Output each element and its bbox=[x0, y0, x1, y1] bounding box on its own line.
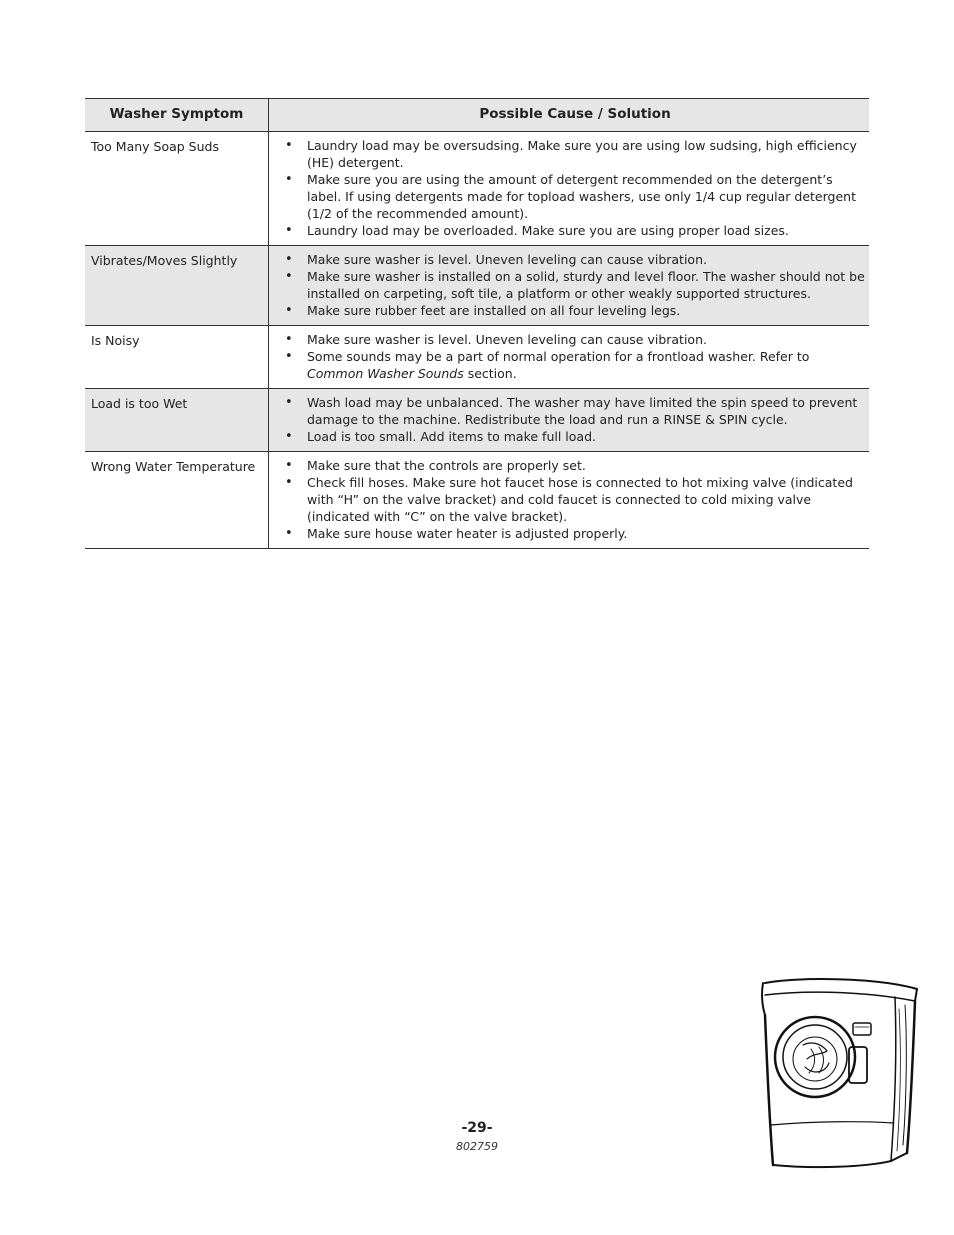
header-solution: Possible Cause / Solution bbox=[479, 106, 671, 122]
table-row bbox=[85, 246, 869, 326]
symptom-cell: Is Noisy bbox=[85, 326, 269, 388]
solution-item bbox=[285, 348, 865, 382]
symptom-cell: Too Many Soap Suds bbox=[85, 132, 269, 245]
solution-item: • Make sure that the controls are properly set. bbox=[285, 457, 865, 474]
solution-item: • Make sure washer is installed on a solid, sturdy and level floor. The washer should not be installed on carpeting, soft tile, a platform or other weakly supported structures. bbox=[285, 268, 865, 302]
troubleshooting-table bbox=[85, 98, 869, 549]
table-row bbox=[85, 389, 869, 452]
table-row bbox=[85, 452, 869, 549]
solution-item: • Laundry load may be overloaded. Make sure you are using proper load sizes. bbox=[285, 222, 865, 239]
header-symptom: Washer Symptom bbox=[85, 99, 269, 131]
solution-cell bbox=[269, 326, 869, 388]
page-number: -29- bbox=[461, 1120, 493, 1136]
solution-text: section. bbox=[463, 366, 517, 381]
section-reference: Common Washer Sounds bbox=[307, 366, 464, 381]
solution-item: • Laundry load may be oversudsing. Make sure you are using low sudsing, high efficiency (HE) detergent. bbox=[285, 137, 865, 171]
table-row bbox=[85, 132, 869, 246]
solution-item: • Make sure house water heater is adjusted properly. bbox=[285, 525, 865, 542]
symptom-cell: Vibrates/Moves Slightly bbox=[85, 246, 269, 325]
solution-item: • Make sure you are using the amount of detergent recommended on the detergent’s label. If using detergents made for topload washers, use only 1/4 cup regular detergent (1/2 of the recommended amount). bbox=[285, 171, 865, 222]
solution-cell bbox=[269, 132, 869, 245]
table-row bbox=[85, 326, 869, 389]
solution-item: • Make sure washer is level. Uneven leveling can cause vibration. bbox=[285, 251, 865, 268]
symptom-cell: Load is too Wet bbox=[85, 389, 269, 451]
solution-cell bbox=[269, 246, 869, 325]
solution-text: Some sounds may be a part of normal operation for a frontload washer. Refer to bbox=[307, 349, 810, 364]
document-code: 802759 bbox=[456, 1140, 498, 1153]
solution-item: • Check fill hoses. Make sure hot faucet hose is connected to hot mixing valve (indicated with “H” on the valve bracket) and cold faucet is connected to cold mixing valve (indicated with “C” on the valve bracket). bbox=[285, 474, 865, 525]
table-header-row bbox=[85, 99, 869, 132]
solution-cell bbox=[269, 452, 869, 548]
solution-item: • Load is too small. Add items to make full load. bbox=[285, 428, 865, 445]
symptom-cell: Wrong Water Temperature bbox=[85, 452, 269, 548]
solution-cell bbox=[269, 389, 869, 451]
solution-item: • Make sure rubber feet are installed on all four leveling legs. bbox=[285, 302, 865, 319]
front-load-washer-icon bbox=[755, 975, 925, 1175]
solution-item: • Make sure washer is level. Uneven leveling can cause vibration. bbox=[285, 331, 865, 348]
solution-item: • Wash load may be unbalanced. The washer may have limited the spin speed to prevent damage to the machine. Redistribute the load and run a RINSE & SPIN cycle. bbox=[285, 394, 865, 428]
